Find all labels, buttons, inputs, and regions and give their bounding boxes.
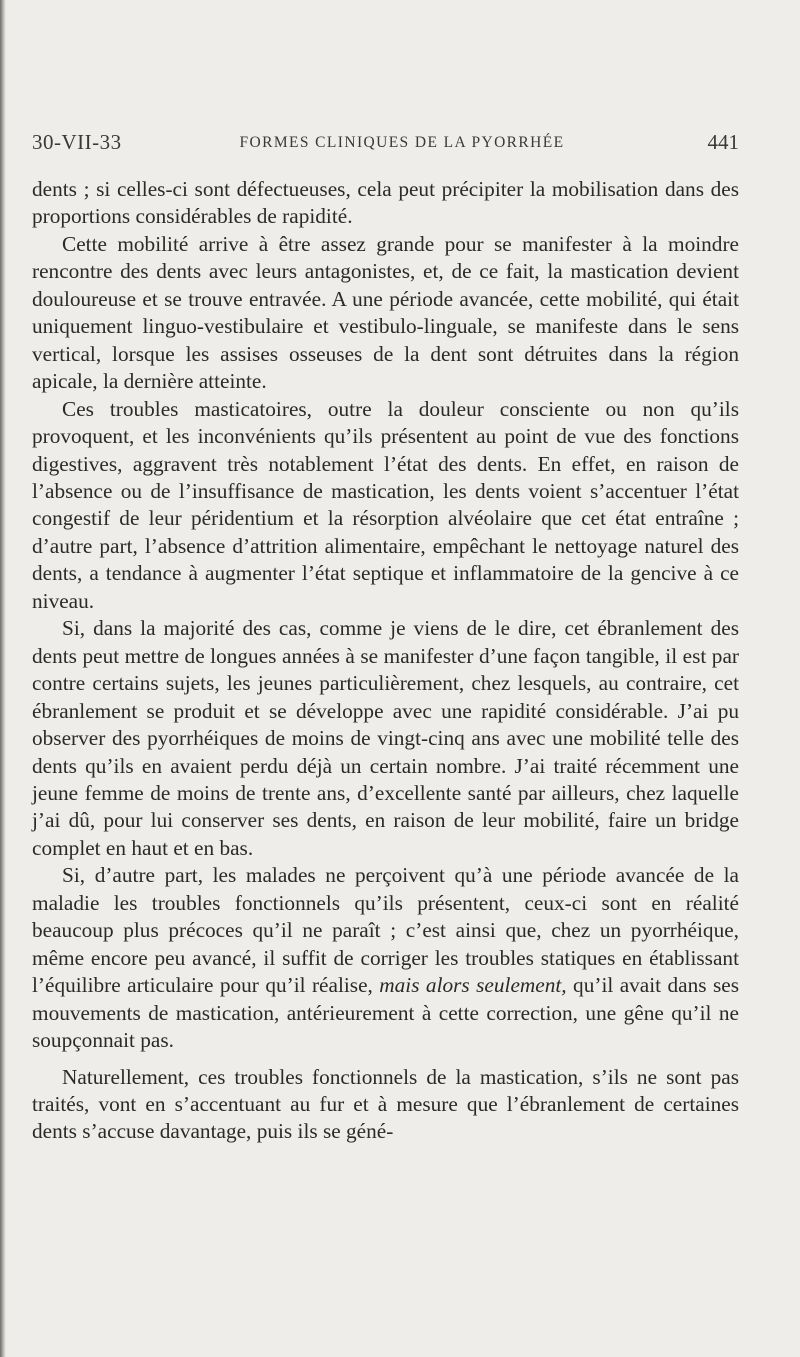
page-number: 441	[707, 130, 739, 154]
running-title: FORMES CLINIQUES DE LA PYORRHÉE	[239, 134, 565, 151]
paragraph: Si, dans la majorité des cas, comme je viens de le dire, cet ébranlement des dents peut mettre de longues années à se manifester d’une façon tangible, il est par contre certains sujets, les jeunes particulièrement, chez lesquels, au contraire, cet ébranlement se produit et se développe avec une rapidité considérable. J’ai pu observer des pyorrhéiques de moins de vingt-cinq ans avec une mobilité telle des dents qu’ils en avaient perdu déjà un certain nombre. J’ai traité récemment une jeune femme de moins de trente ans, d’excellente santé par ailleurs, chez laquelle j’ai dû, pour lui conserver ses dents, en raison de leur mobilité, faire un bridge complet en haut et en bas.	[32, 616, 739, 860]
paragraph: Cette mobilité arrive à être assez grande pour se manifester à la moindre rencontre des dents avec leurs antagonistes, et, de ce fait, la mastication devient douloureuse et se trouve entravée. A une période avancée, cette mobilité, qui était uniquement linguo-vestibulaire et vestibulo-linguale, se manifeste dans le sens vertical, lorsque les assises osseuses de la dent sont détruites dans la région apicale, la dernière atteinte.	[32, 231, 739, 394]
paragraph	[32, 862, 739, 1054]
body-text	[32, 176, 739, 1146]
paragraph-text: Si, d’autre part, les malades ne perçoivent qu’à une période avancée de la maladie les troubles fonctionnels qu’ils présentent, ceux-ci sont en réalité beaucoup plus précoces qu’il ne paraît ; c’est ainsi que, chez un pyorrhéique, même encore peu avancé, il suffit de corriger les troubles statiques en établissant l’équilibre articulaire pour qu’il réalise,	[32, 863, 739, 998]
emphasized-text: mais alors seulement,	[379, 973, 567, 998]
issue-date: 30-VII-33	[32, 130, 122, 154]
paragraph: Ces troubles masticatoires, outre la douleur consciente ou non qu’ils provoquent, et les inconvénients qu’ils présentent au point de vue des fonctions digestives, aggravent très notablement l’état des dents. En effet, en raison de l’absence ou de l’insuffisance de mastication, les dents voient s’accentuer l’état congestif de leur péridentium et la résorption alvéolaire que cet état entraîne ; d’autre part, l’absence d’attrition alimentaire, empêchant le nettoyage naturel des dents, a tendance à augmenter l’état septique et inflammatoire de la gencive à ce niveau.	[32, 396, 739, 613]
page-binding-edge	[0, 0, 6, 1357]
paragraph: dents ; si celles-ci sont défectueuses, cela peut précipiter la mobilisation dans des proportions considérables de rapidité.	[32, 177, 739, 229]
running-header	[32, 130, 739, 160]
paragraph: Naturellement, ces troubles fonctionnels de la mastication, s’ils ne sont pas traités, vont en s’accentuant au fur et à mesure que l’ébranlement de certaines dents s’accuse davantage, puis ils se géné-	[32, 1064, 739, 1144]
paragraph-text: qu’il avait dans ses mouvements de mastication, antérieurement à cette correction, une gêne qu’il ne soupçonnait pas.	[32, 973, 739, 1053]
